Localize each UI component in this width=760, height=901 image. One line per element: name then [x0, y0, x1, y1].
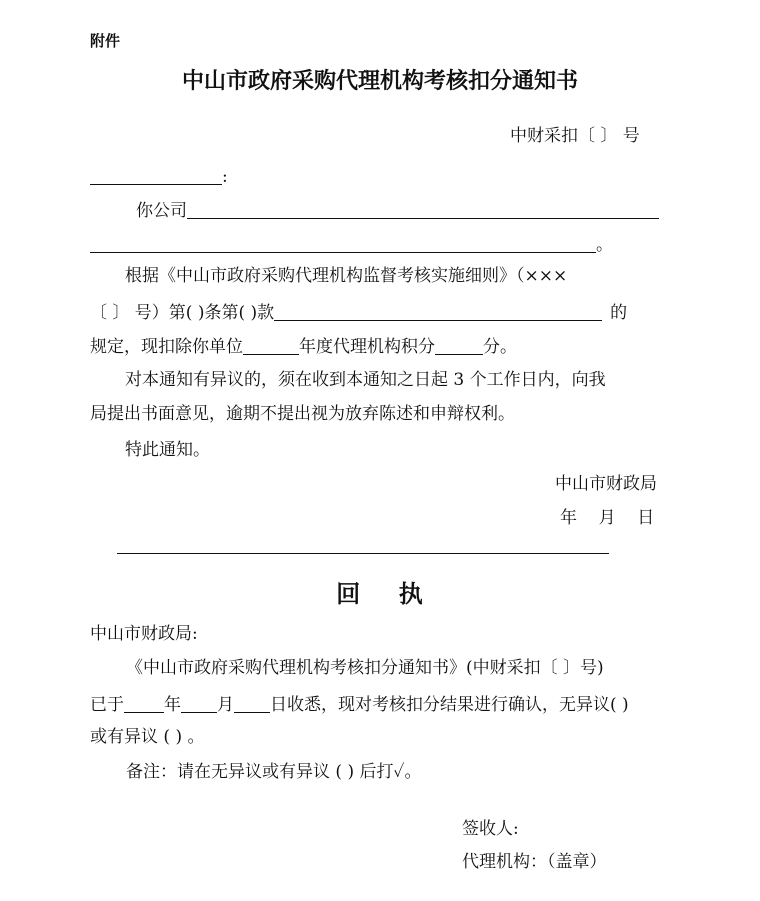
receipt-addressee: 中山市财政局:: [90, 624, 198, 644]
paragraph-closing: 特此通知。: [125, 440, 210, 460]
document-number: 中财采扣〔 〕 号: [510, 126, 640, 146]
recipient-blank: [90, 166, 222, 185]
paragraph-basis-line-2: [90, 302, 627, 322]
receipt-day-blank: [234, 694, 270, 713]
receipt-year-text: 年: [164, 695, 181, 715]
year-blank: [243, 336, 299, 355]
company-label: 你公司: [136, 201, 187, 221]
agency-label: 代理机构：（盖章）: [462, 852, 607, 872]
recipient-line: [90, 166, 228, 186]
basis-blank: [274, 302, 602, 321]
receipt-already-text: 已于: [90, 695, 124, 715]
company-line-2: [90, 234, 613, 254]
issuer-name: 中山市财政局: [555, 474, 657, 494]
recipient-suffix: :: [222, 167, 228, 187]
receipt-month-text: 月: [217, 695, 234, 715]
issue-date: 年 月 日: [560, 508, 655, 528]
receipt-month-blank: [181, 694, 217, 713]
deduct-text: 规定，现扣除你单位: [90, 337, 243, 357]
points-blank: [435, 336, 483, 355]
company-line: [136, 200, 659, 220]
paragraph-objection-line-1: 对本通知有异议的，须在收到本通知之日起 3 个工作日内，向我: [125, 370, 606, 390]
signer-label: 签收人:: [462, 819, 519, 839]
basis-end-text: 的: [610, 303, 628, 323]
receipt-line-2: [90, 694, 629, 714]
company-blank: [187, 200, 659, 219]
company-blank-2: [90, 234, 596, 253]
receipt-line-1: 《中山市政府采购代理机构考核扣分通知书》(中财采扣〔 〕号): [126, 658, 604, 678]
receipt-confirm-text: 日收悉，现对考核扣分结果进行确认，无异议( ): [270, 695, 629, 715]
page-title: 中山市政府采购代理机构考核扣分通知书: [181, 68, 578, 94]
company-end: 。: [596, 235, 613, 255]
paragraph-basis-line-1: 根据《中山市政府采购代理机构监督考核实施细则》（×××: [125, 266, 568, 286]
paragraph-basis-line-3: [90, 336, 517, 356]
receipt-title: 回 执: [336, 579, 424, 608]
basis-article-text: 〔 〕 号）第( )条第( )款: [90, 303, 275, 323]
attachment-label: 附件: [90, 32, 121, 50]
points-text: 年度代理机构积分: [299, 337, 435, 357]
paragraph-objection-line-2: 局提出书面意见，逾期不提出视为放弃陈述和申辩权利。: [90, 404, 515, 424]
receipt-line-3: 或有异议 ( ) 。: [90, 727, 205, 747]
points-end-text: 分。: [483, 337, 517, 357]
section-divider: [117, 553, 609, 554]
receipt-note: 备注：请在无异议或有异议 ( ) 后打✓。: [126, 762, 422, 782]
receipt-year-blank: [124, 694, 164, 713]
